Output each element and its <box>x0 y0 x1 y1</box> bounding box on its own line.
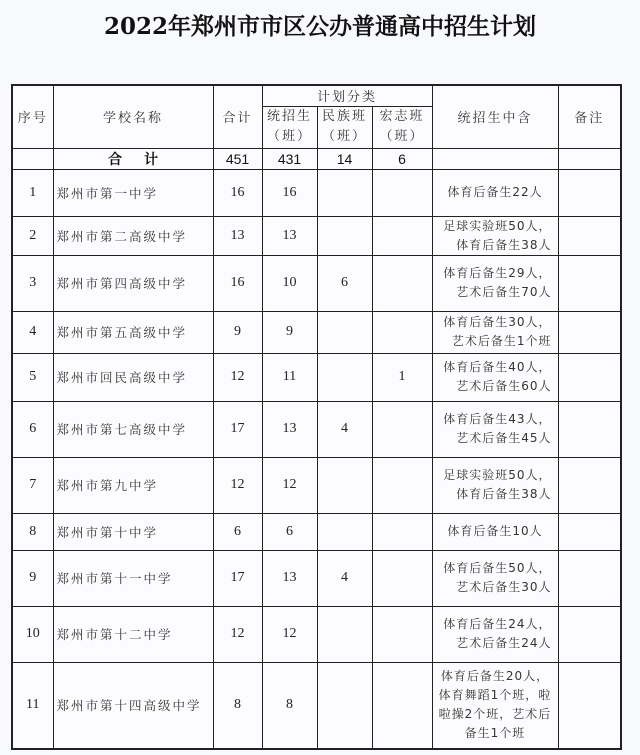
table-row <box>12 216 621 255</box>
school-name: 郑州市第十一中学 <box>53 550 213 606</box>
total-unified: 431 <box>262 148 317 169</box>
row-unified: 13 <box>262 550 317 606</box>
header-row-top <box>12 85 621 106</box>
total-index <box>12 148 53 169</box>
includes-line: 体育后备生38人 <box>456 487 552 501</box>
row-remarks <box>558 401 621 457</box>
total-remarks <box>558 148 621 169</box>
total-ethnic: 14 <box>317 148 372 169</box>
row-unified: 10 <box>262 255 317 311</box>
row-hongzhi <box>372 662 432 749</box>
includes-line: 体育后备生43人， <box>443 412 552 426</box>
row-includes <box>432 311 558 353</box>
row-ethnic <box>317 606 372 662</box>
row-hongzhi: 1 <box>372 353 432 401</box>
row-index: 5 <box>12 353 53 401</box>
row-includes <box>432 457 558 513</box>
total-includes <box>432 148 558 169</box>
row-hongzhi <box>372 401 432 457</box>
header-hongzhi-unit: （班） <box>379 129 425 144</box>
row-unified: 12 <box>262 606 317 662</box>
row-remarks <box>558 216 621 255</box>
table-row <box>12 353 621 401</box>
table-row <box>12 513 621 550</box>
row-ethnic <box>317 457 372 513</box>
row-total: 13 <box>213 216 262 255</box>
row-remarks <box>558 606 621 662</box>
row-unified: 8 <box>262 662 317 749</box>
header-ethnic-unit: （班） <box>321 129 367 144</box>
includes-line: 体育后备生50人， <box>443 561 552 575</box>
row-ethnic <box>317 311 372 353</box>
table-row <box>12 606 621 662</box>
row-hongzhi <box>372 311 432 353</box>
row-unified: 16 <box>262 169 317 216</box>
includes-line: 艺术后备生45人 <box>456 431 552 445</box>
table-row <box>12 255 621 311</box>
school-name: 郑州市第二高级中学 <box>53 216 213 255</box>
header-unified <box>262 106 317 148</box>
row-index: 11 <box>12 662 53 749</box>
row-index: 1 <box>12 169 53 216</box>
row-unified: 9 <box>262 311 317 353</box>
row-total: 6 <box>213 513 262 550</box>
row-ethnic <box>317 353 372 401</box>
row-total: 9 <box>213 311 262 353</box>
includes-line: 体育后备生20人， <box>440 669 550 684</box>
row-index: 2 <box>12 216 53 255</box>
page-title: 2022年郑州市市区公办普通高中招生计划 <box>103 13 536 40</box>
includes-line: 体育舞蹈1个班，啦 <box>438 688 552 703</box>
row-remarks <box>558 513 621 550</box>
row-index: 6 <box>12 401 53 457</box>
header-school: 学校名称 <box>53 85 213 148</box>
row-total: 16 <box>213 255 262 311</box>
row-hongzhi <box>372 169 432 216</box>
table-row <box>12 550 621 606</box>
header-hongzhi <box>372 106 432 148</box>
includes-line: 体育后备生10人 <box>447 524 543 538</box>
row-ethnic <box>317 662 372 749</box>
includes-line: 艺术后备生70人 <box>456 285 552 299</box>
row-ethnic: 6 <box>317 255 372 311</box>
header-remarks: 备注 <box>558 85 621 148</box>
row-index: 7 <box>12 457 53 513</box>
row-includes <box>432 550 558 606</box>
row-remarks <box>558 169 621 216</box>
row-includes <box>432 606 558 662</box>
total-row <box>12 148 621 169</box>
school-name: 郑州市第七高级中学 <box>53 401 213 457</box>
row-index: 8 <box>12 513 53 550</box>
row-unified: 11 <box>262 353 317 401</box>
includes-line: 体育后备生24人， <box>443 617 552 631</box>
row-remarks <box>558 353 621 401</box>
header-total: 合计 <box>213 85 262 148</box>
row-total: 17 <box>213 401 262 457</box>
row-remarks <box>558 255 621 311</box>
row-ethnic <box>317 513 372 550</box>
school-name: 郑州市第一中学 <box>53 169 213 216</box>
row-remarks <box>558 457 621 513</box>
header-index: 序号 <box>12 85 53 148</box>
total-total: 451 <box>213 148 262 169</box>
row-ethnic <box>317 216 372 255</box>
row-hongzhi <box>372 513 432 550</box>
header-unified-label: 统招生 <box>266 109 312 124</box>
row-index: 9 <box>12 550 53 606</box>
enrollment-plan-table <box>11 84 622 750</box>
row-ethnic: 4 <box>317 401 372 457</box>
school-name: 郑州市回民高级中学 <box>53 353 213 401</box>
row-includes <box>432 353 558 401</box>
table-row <box>12 169 621 216</box>
row-includes <box>432 401 558 457</box>
header-unified-unit: （班） <box>266 129 312 144</box>
table-row <box>12 662 621 749</box>
row-remarks <box>558 550 621 606</box>
table-row <box>12 311 621 353</box>
school-name: 郑州市第十中学 <box>53 513 213 550</box>
school-name: 郑州市第四高级中学 <box>53 255 213 311</box>
includes-line: 体育后备生40人， <box>443 360 552 374</box>
header-ethnic <box>317 106 372 148</box>
row-unified: 13 <box>262 401 317 457</box>
row-total: 8 <box>213 662 262 749</box>
includes-line: 体育后备生30人， <box>443 315 552 329</box>
row-total: 12 <box>213 457 262 513</box>
total-label: 合计 <box>53 148 213 169</box>
row-total: 16 <box>213 169 262 216</box>
row-hongzhi <box>372 550 432 606</box>
row-hongzhi <box>372 255 432 311</box>
header-includes: 统招生中含 <box>432 85 558 148</box>
row-total: 12 <box>213 606 262 662</box>
row-index: 4 <box>12 311 53 353</box>
school-name: 郑州市第九中学 <box>53 457 213 513</box>
row-includes <box>432 169 558 216</box>
header-plan-group: 计划分类 <box>262 85 432 106</box>
row-ethnic <box>317 169 372 216</box>
row-hongzhi <box>372 606 432 662</box>
includes-line: 足球实验班50人， <box>443 218 552 233</box>
row-total: 17 <box>213 550 262 606</box>
row-includes <box>432 513 558 550</box>
row-unified: 13 <box>262 216 317 255</box>
includes-line: 足球实验班50人， <box>443 468 552 482</box>
includes-line: 艺术后备生60人 <box>456 379 552 393</box>
includes-line: 艺术后备生30人 <box>456 580 552 594</box>
includes-line: 体育后备生38人 <box>456 237 552 252</box>
row-includes <box>432 255 558 311</box>
school-name: 郑州市第十二中学 <box>53 606 213 662</box>
row-remarks <box>558 662 621 749</box>
school-name: 郑州市第五高级中学 <box>53 311 213 353</box>
table-row <box>12 401 621 457</box>
row-includes <box>432 216 558 255</box>
includes-line: 体育后备生29人， <box>443 266 552 280</box>
includes-line: 艺术后备生24人 <box>456 636 552 650</box>
table-row <box>12 457 621 513</box>
includes-line: 体育后备生22人 <box>447 185 543 199</box>
row-total: 12 <box>213 353 262 401</box>
header-hongzhi-label: 宏志班 <box>379 109 425 124</box>
includes-line: 备生1个班 <box>464 726 526 741</box>
row-hongzhi <box>372 457 432 513</box>
header-ethnic-label: 民族班 <box>321 109 367 124</box>
includes-line: 啦操2个班，艺术后 <box>438 707 552 722</box>
row-index: 10 <box>12 606 53 662</box>
row-includes <box>432 662 558 749</box>
row-unified: 6 <box>262 513 317 550</box>
row-hongzhi <box>372 216 432 255</box>
row-unified: 12 <box>262 457 317 513</box>
row-index: 3 <box>12 255 53 311</box>
row-remarks <box>558 311 621 353</box>
row-ethnic: 4 <box>317 550 372 606</box>
includes-line: 艺术后备生1个班 <box>451 334 552 348</box>
total-hongzhi: 6 <box>372 148 432 169</box>
school-name: 郑州市第十四高级中学 <box>53 662 213 749</box>
